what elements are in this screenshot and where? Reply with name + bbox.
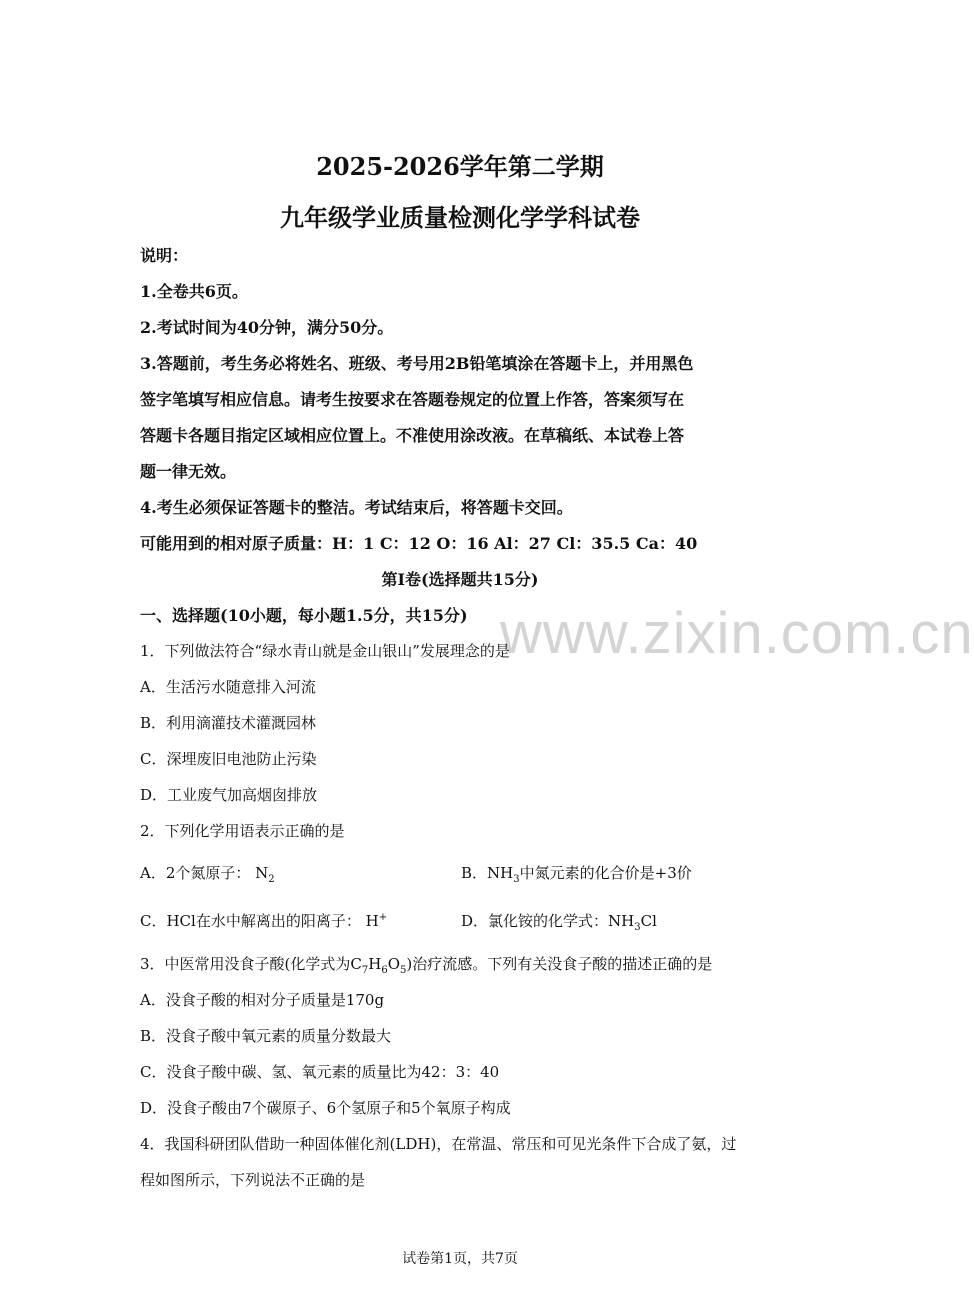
q3-stem: 3．中医常用没食子酸(化学式为$C_7H_6O_5$)治疗流感。下列有关没食子酸的描述正确的是 <box>140 955 713 976</box>
instruction-2: 2.考试时间为40分钟，满分50分。 <box>140 318 394 337</box>
part-one-heading: 第Ⅰ卷(选择题共15分) <box>381 570 539 589</box>
q2-option-b: B．$NH_3$中氮元素的化合价是+3价 <box>461 864 692 885</box>
exam-title-term: 2025-2026学年第二学期 <box>316 152 604 181</box>
instruction-3-line2: 签字笔填写相应信息。请考生按要求在答题卷规定的位置上作答，答案须写在 <box>140 390 685 409</box>
q2-option-d: D．氯化铵的化学式：$NH_3Cl$ <box>461 912 657 933</box>
q3-option-b: B．没食子酸中氧元素的质量分数最大 <box>140 1027 392 1045</box>
q1-option-a: A．生活污水随意排入河流 <box>140 678 316 696</box>
instruction-3-line3: 答题卡各题目指定区域相应位置上。不准使用涂改液。在草稿纸、本试卷上答 <box>140 426 685 445</box>
section-heading: 一、选择题(10小题，每小题1.5分，共15分) <box>140 606 468 625</box>
q4-stem-line1: 4．我国科研团队借助一种固体催化剂(LDH)，在常温、常压和可见光条件下合成了氨，过 <box>140 1135 737 1153</box>
instructions-heading: 说明： <box>140 246 189 265</box>
page-footer: 试卷第1页，共7页 <box>402 1251 518 1267</box>
instruction-3-line1: 3.答题前，考生务必将姓名、班级、考号用2B铅笔填涂在答题卡上，并用黑色 <box>140 354 694 373</box>
q3-option-a: A．没食子酸的相对分子质量是170g <box>140 991 385 1009</box>
q2-option-a <box>140 862 275 885</box>
q1-option-b: B．利用滴灌技术灌溉园林 <box>140 714 317 732</box>
q2-stem: 2．下列化学用语表示正确的是 <box>140 822 345 840</box>
q2-a-text: A．2个氮原子： <box>140 864 251 882</box>
q3-option-c: C．没食子酸中碳、氢、氧元素的质量比为42：3：40 <box>140 1063 500 1081</box>
q2-d-formula: $NH_3Cl$ <box>608 912 657 933</box>
q1-stem: 1．下列做法符合“绿水青山就是金山银山”发展理念的是 <box>140 642 510 660</box>
q2-a-formula: $N_2$ <box>255 864 275 885</box>
q2-c-formula: H+ <box>365 912 388 930</box>
q1-option-d: D．工业废气加高烟囱排放 <box>140 786 318 804</box>
q1-option-c: C．深埋废旧电池防止污染 <box>140 750 317 768</box>
q4-stem-line2: 程如图所示，下列说法不正确的是 <box>140 1171 366 1189</box>
q3-option-d: D．没食子酸由7个碳原子、6个氢原子和5个氧原子构成 <box>140 1099 511 1117</box>
instruction-1: 1.全卷共6页。 <box>140 282 248 301</box>
instruction-4: 4.考生必须保证答题卡的整洁。考试结束后，将答题卡交回。 <box>140 498 573 517</box>
q2-option-c: C．HCl在水中解离出的阳离子： H+ <box>140 912 388 930</box>
atomic-mass-line: 可能用到的相对原子质量：H：1 C：12 O：16 Al：27 Cl：35.5 Ca：40 <box>140 534 698 553</box>
watermark: www.zixin.com.cn <box>500 601 974 666</box>
exam-title-subject: 九年级学业质量检测化学学科试卷 <box>280 203 640 232</box>
q2-b-formula: $NH_3$ <box>487 864 520 885</box>
instruction-3-line4: 题一律无效。 <box>140 462 237 481</box>
